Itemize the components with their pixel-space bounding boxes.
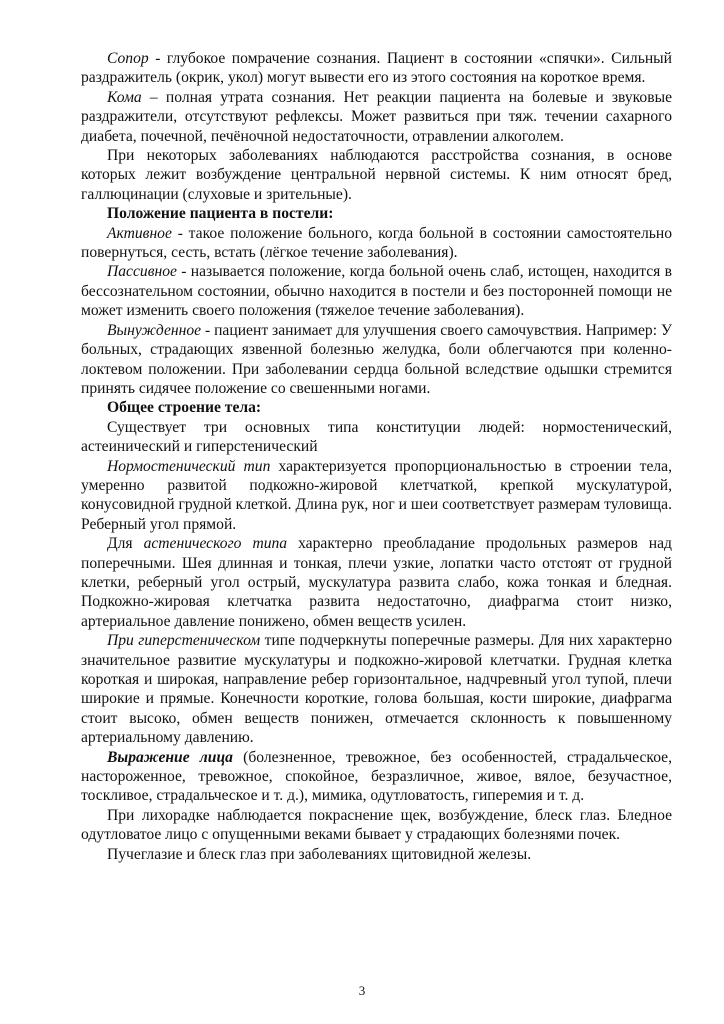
paragraph-fever: При лихорадке наблюдается покраснение щек, возбуждение, блеск глаз. Бледное одутловатое лицо с опущенными веками бывает у страдающих болезнями почек.	[81, 806, 672, 844]
paragraph-face	[81, 748, 672, 806]
page-content	[81, 49, 672, 864]
paragraph-passive	[81, 262, 672, 320]
text-sopor: - глубокое помрачение сознания. Пациент в состоянии «спячки». Сильный раздражитель (окрик, укол) могут вывести его из этого состояния на короткое время.	[81, 50, 672, 87]
text-hypersthenic: типе подчеркнуты поперечные размеры. Для них характерно значительное развитие мускулатуры и подкожно-жировой клетчатки. Грудная клетка короткая и широкая, направление ребер горизонтальное, надчревный угол тупой, плечи широкие и прямые. Конечности короткие, голова большая, кости широкие, диафрагма стоит высоко, обмен веществ понижен, отмечается склонность к повышенному артериальному давлению.	[81, 632, 672, 747]
term-face: Выражение лица	[107, 748, 233, 766]
paragraph-disorders: При некоторых заболеваниях наблюдаются расстройства сознания, в основе которых лежит возбуждение центральной нервной системы. К ним относят бред, галлюцинации (слуховые и зрительные).	[81, 147, 672, 203]
text-asthenic: характерно преобладание продольных размеров над поперечными. Шея длинная и тонкая, плечи узкие, лопатки часто отстоят от грудной клетки, реберный угол острый, мускулатура развита слабо, кожа тонкая и бледная. Подкожно-жировая клетчатка развита недостаточно, диафрагма стоит низко, артериальное давление понижено, обмен веществ усилен.	[81, 535, 672, 630]
term-normosthenic: Нормостенический тип	[107, 457, 271, 475]
term-asthenic: астенического типа	[143, 535, 288, 553]
heading-body-structure: Общее строение тела:	[107, 399, 262, 417]
lead-asthenic: Для	[107, 535, 144, 553]
paragraph-three-types: Существует три основных типа конституции людей: нормостенический, астеинический и гиперстенический	[81, 418, 672, 456]
text-normosthenic: характеризуется пропорциональностью в строении тела, умеренно развитой подкожно-жировой клетчаткой, крепкой мускулатурой, конусовидной грудной клеткой. Длина рук, ног и шеи соответствует размерам туловища. Реберный угол прямой.	[81, 457, 672, 533]
text-passive: - называется положение, когда больной очень слаб, истощен, находится в бессознательном состоянии, обычно находится в постели и без посторонней помощи не может изменить своего положения (тяжелое течение заболевания).	[81, 263, 672, 320]
text-koma: – полная утрата сознания. Нет реакции пациента на болевые и звуковые раздражители, отсутствуют рефлексы. Может развиться при тяж. течении сахарного диабета, почечной, печёночной недостаточности, отравлении алкоголем.	[81, 88, 672, 145]
term-passive: Пассивное	[107, 263, 177, 281]
term-active: Активное	[107, 224, 172, 242]
text-active: - такое положение больного, когда больной в состоянии самостоятельно повернуться, сесть, встать (лёгкое течение заболевания).	[81, 224, 672, 262]
term-forced: Вынужденное	[107, 321, 202, 339]
term-sopor: Сопор	[107, 50, 149, 67]
page-number: 3	[358, 983, 366, 998]
heading-patient-position: Положение пациента в постели:	[107, 205, 334, 223]
paragraph-koma	[81, 88, 672, 146]
text-forced: - пациент занимает для улучшения своего самочувствия. Например: У больных, страдающих язвенной болезнью желудка, боли облегчаются при коленно-локтевом положении. При заболевании сердца больной вследствие одышки стремится принять сидячее положение со свешенными ногами.	[81, 321, 672, 397]
term-koma: Кома	[107, 88, 142, 106]
paragraph-hypersthenic	[81, 631, 672, 747]
paragraph-active	[81, 224, 672, 263]
paragraph-asthenic	[81, 534, 672, 631]
text-face: (болезненное, тревожное, без особенностей, страдальческое, настороженное, тревожное, спокойное, безразличное, живое, вялое, безучастное, тоскливое, страдальческое и т. д.), мимика, одутловатость, гиперемия и т. д.	[81, 748, 672, 805]
paragraph-sopor	[81, 49, 672, 88]
term-hypersthenic: При гиперстеническом	[107, 632, 261, 650]
paragraph-thyroid: Пучеглазие и блеск глаз при заболеваниях щитовидной железы.	[107, 845, 532, 863]
paragraph-forced	[81, 321, 672, 399]
paragraph-normosthenic	[81, 457, 672, 535]
